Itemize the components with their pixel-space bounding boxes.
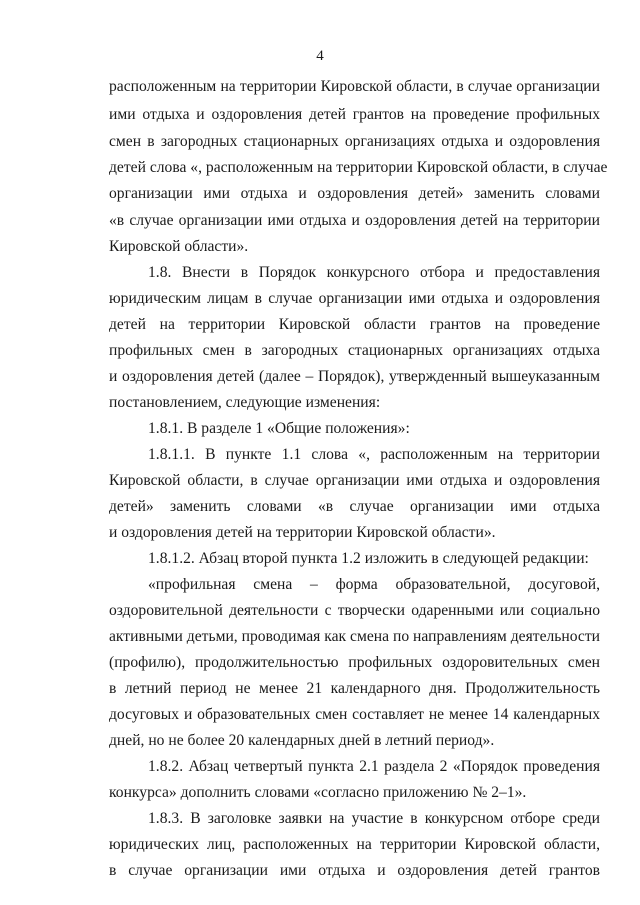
text-line: дней, но не более 20 календарных дней в летний период». <box>109 732 495 749</box>
text-line: Кировской области». <box>109 238 249 255</box>
text-line: профильных смен в загородных стационарных организациях отдыха <box>109 342 600 359</box>
text-line: смен в загородных стационарных организациях отдыха и оздоровления <box>109 133 600 150</box>
page-number: 4 <box>316 48 324 64</box>
text-line: детей на территории Кировской области грантов на проведение <box>109 316 600 333</box>
text-line: и оздоровления детей (далее – Порядок), утвержденный вышеуказанным <box>109 368 600 385</box>
text-line: 1.8. Внести в Порядок конкурсного отбора и предоставления <box>148 264 600 281</box>
text-line: Кировской области, в случае организации ими отдыха и оздоровления <box>109 472 600 489</box>
text-line: 1.8.3. В заголовке заявки на участие в конкурсном отборе среди <box>148 810 600 827</box>
text-line: детей слова «, расположенным на территории Кировской области, в случае <box>109 159 608 176</box>
text-line: 1.8.2. Абзац четвертый пункта 2.1 раздела 2 «Порядок проведения <box>148 758 600 775</box>
text-line: 1.8.1.1. В пункте 1.1 слова «, расположенным на территории <box>148 446 600 463</box>
text-line: активными детьми, проводимая как смена по направлениям деятельности <box>109 628 600 645</box>
text-line: конкурса» дополнить словами «согласно приложению № 2–1». <box>109 784 527 801</box>
text-line: «в случае организации ими отдыха и оздоровления детей на территории <box>109 212 600 229</box>
text-line: и оздоровления детей на территории Кировской области». <box>109 524 496 541</box>
text-line: в случае организации ими отдыха и оздоровления детей грантов <box>109 862 600 879</box>
text-line: 1.8.1. В разделе 1 «Общие положения»: <box>148 420 410 437</box>
text-line: юридических лиц, расположенных на территории Кировской области, <box>109 836 600 853</box>
text-line: в летний период не менее 21 календарного дня. Продолжительность <box>109 680 600 697</box>
text-line: 1.8.1.2. Абзац второй пункта 1.2 изложить в следующей редакции: <box>148 550 589 567</box>
text-line: постановлением, следующие изменения: <box>109 394 381 411</box>
text-line: ими отдыха и оздоровления детей грантов на проведение профильных <box>109 106 600 123</box>
text-line: «профильная смена – форма образовательной, досуговой, <box>148 576 600 593</box>
text-line: юридическим лицам в случае организации ими отдыха и оздоровления <box>109 290 600 307</box>
text-line: оздоровительной деятельности с творчески одаренными или социально <box>109 602 600 619</box>
text-line: расположенным на территории Кировской области, в случае организации <box>109 78 600 95</box>
text-line: (профилю), продолжительностью профильных оздоровительных смен <box>109 654 600 671</box>
text-line: организации ими отдыха и оздоровления детей» заменить словами <box>109 185 600 202</box>
text-line: детей» заменить словами «в случае организации ими отдыха <box>109 498 600 515</box>
text-line: досуговых и образовательных смен составляет не менее 14 календарных <box>109 706 600 723</box>
